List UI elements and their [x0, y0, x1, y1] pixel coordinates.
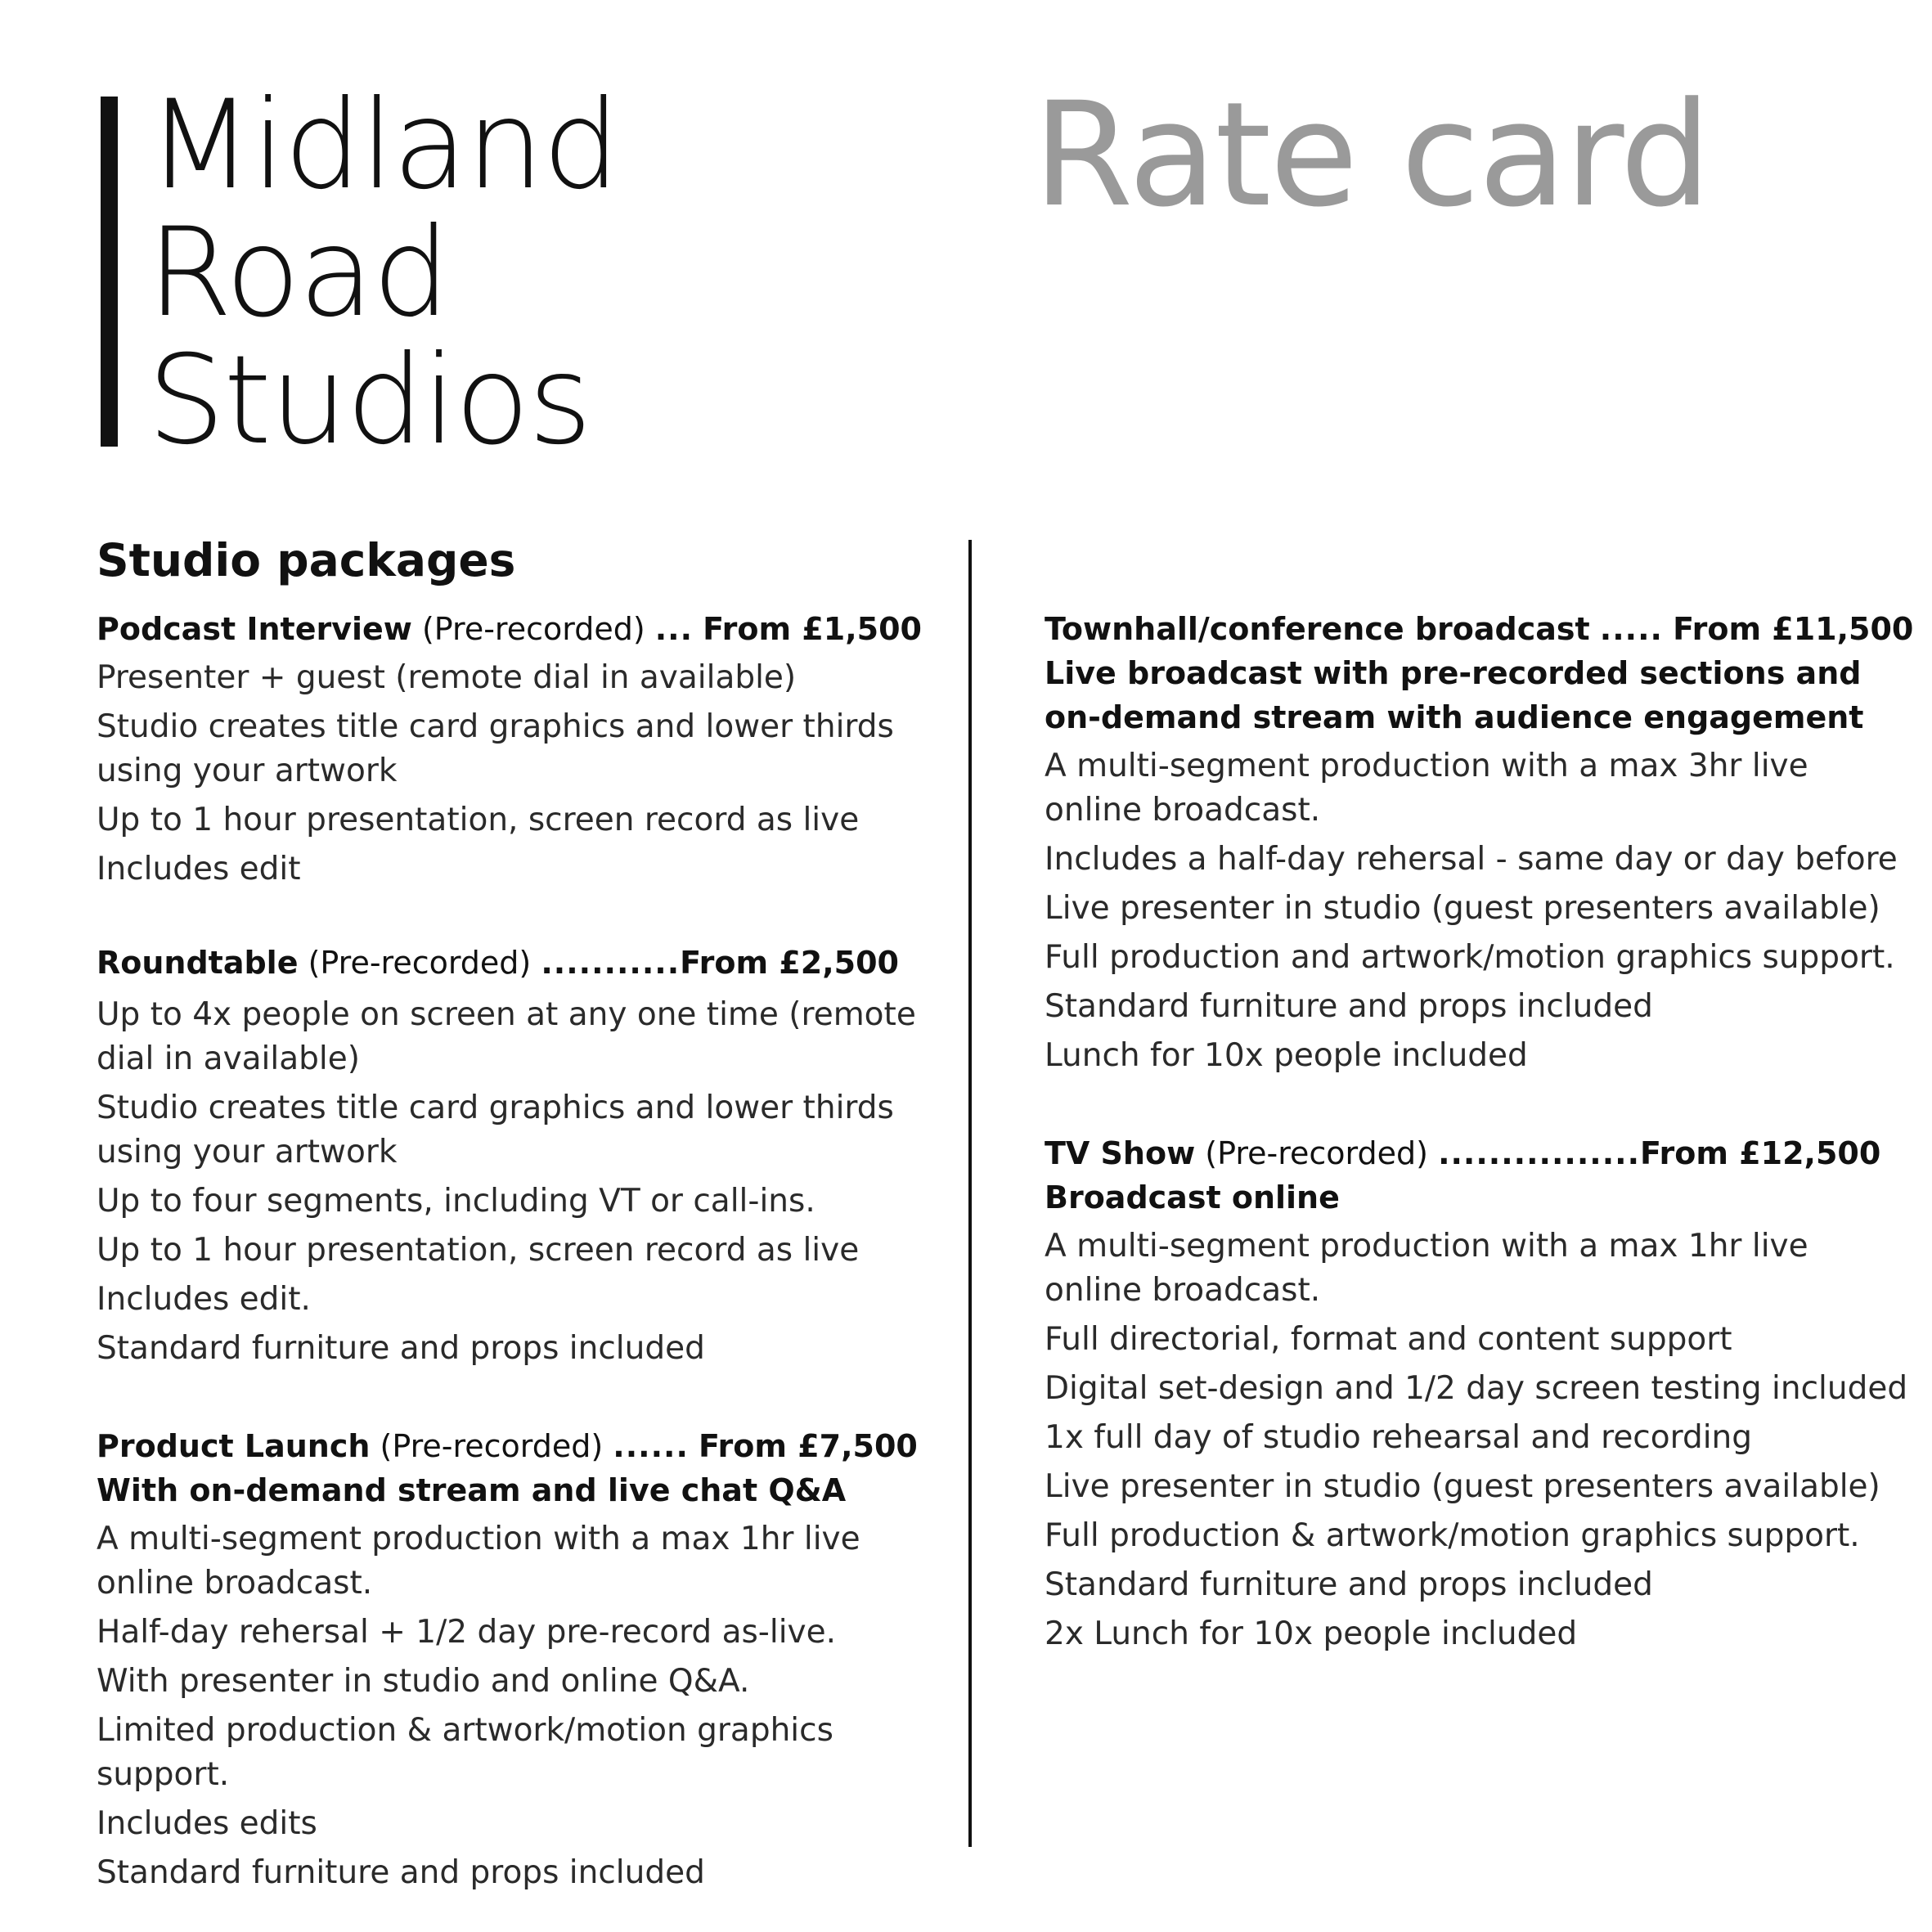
- package-name: Roundtable: [97, 945, 299, 981]
- package-subtitle: Broadcast online: [1045, 1179, 1340, 1215]
- package-leader-dots: .....: [1599, 611, 1663, 647]
- package-item: Presenter + guest (remote dial in available): [97, 659, 797, 696]
- package-item: Up to four segments, including VT or call-ins.: [97, 1183, 815, 1220]
- package-item: With presenter in studio and online Q&A.: [97, 1663, 750, 1700]
- package-price: From £7,500: [699, 1428, 918, 1464]
- package-product-launch: [97, 1424, 955, 1895]
- package-item: Includes edit: [97, 851, 301, 887]
- package-leader-dots: ...: [654, 611, 694, 647]
- package-header: [1045, 1131, 1912, 1175]
- package-header: [97, 607, 955, 651]
- package-roundtable: [97, 941, 955, 1371]
- section-heading: Studio packages: [97, 534, 516, 586]
- package-leader-dots: ...........: [541, 945, 681, 981]
- package-item: Standard furniture and props included: [97, 1330, 705, 1367]
- package-podcast-interview: [97, 607, 955, 892]
- package-note: (Pre-recorded): [380, 1428, 604, 1464]
- package-item: Live presenter in studio (guest presenters available): [1045, 1468, 1880, 1505]
- package-name: Product Launch: [97, 1428, 371, 1464]
- package-item: Includes a half-day rehersal - same day or day before: [1045, 841, 1898, 878]
- logo-bar: [101, 97, 118, 447]
- package-price: From £12,500: [1640, 1135, 1881, 1171]
- package-item: A multi-segment production with a max 1hr live online broadcast.: [97, 1521, 860, 1602]
- package-item: Standard furniture and props included: [1045, 1566, 1653, 1603]
- brand-line-2: Road: [147, 202, 449, 344]
- package-item: 1x full day of studio rehearsal and recording: [1045, 1419, 1753, 1456]
- package-price: From £2,500: [680, 945, 899, 981]
- package-subtitle: With on-demand stream and live chat Q&A: [97, 1472, 847, 1508]
- package-price: From £11,500: [1673, 611, 1914, 647]
- brand-line-3: Studios: [147, 330, 591, 472]
- package-note: (Pre-recorded): [1205, 1135, 1428, 1171]
- package-note: (Pre-recorded): [308, 945, 532, 981]
- brand-line-1: Midland: [147, 74, 619, 217]
- package-item: A multi-segment production with a max 3hr live online broadcast.: [1045, 748, 1808, 829]
- column-divider: [968, 540, 972, 1847]
- package-item: Full production & artwork/motion graphics support.: [1045, 1517, 1860, 1554]
- package-leader-dots: ......: [613, 1428, 689, 1464]
- package-item: Full production and artwork/motion graphics support.: [1045, 939, 1895, 976]
- package-item: Up to 4x people on screen at any one time (remote dial in available): [97, 996, 916, 1077]
- package-item: Studio creates title card graphics and lower thirds using your artwork: [97, 1090, 894, 1170]
- package-item: Live presenter in studio (guest presenters available): [1045, 890, 1880, 927]
- page-title: Rate card: [1033, 71, 1710, 239]
- package-header: [1045, 607, 1912, 651]
- package-item: Digital set-design and 1/2 day screen testing included: [1045, 1370, 1908, 1407]
- package-item: Full directorial, format and content support: [1045, 1321, 1732, 1358]
- package-item: Half-day rehersal + 1/2 day pre-record as-live.: [97, 1614, 837, 1651]
- package-header: [97, 941, 955, 985]
- package-name: Podcast Interview: [97, 611, 412, 647]
- package-item: Standard furniture and props included: [97, 1854, 705, 1891]
- package-name: Townhall/conference broadcast: [1045, 611, 1590, 647]
- package-item: 2x Lunch for 10x people included: [1045, 1615, 1578, 1652]
- package-item: Includes edits: [97, 1805, 317, 1842]
- package-item: Standard furniture and props included: [1045, 988, 1653, 1025]
- package-subtitle: Live broadcast with pre-recorded sections and on-demand stream with audience engagement: [1045, 655, 1864, 735]
- package-item: Lunch for 10x people included: [1045, 1037, 1528, 1074]
- package-name: TV Show: [1045, 1135, 1196, 1171]
- package-item: Limited production & artwork/motion graphics support.: [97, 1712, 833, 1793]
- package-price: From £1,500: [703, 611, 922, 647]
- package-item: Up to 1 hour presentation, screen record as live: [97, 1232, 860, 1269]
- package-tv-show: [1045, 1131, 1912, 1656]
- package-townhall-conference: [1045, 607, 1912, 1078]
- brand-name: [147, 74, 619, 472]
- package-item: Includes edit.: [97, 1281, 311, 1318]
- package-note: (Pre-recorded): [421, 611, 645, 647]
- package-leader-dots: ................: [1438, 1135, 1641, 1171]
- package-item: Up to 1 hour presentation, screen record as live: [97, 802, 860, 838]
- package-header: [97, 1424, 955, 1468]
- package-item: Studio creates title card graphics and lower thirds using your artwork: [97, 708, 894, 789]
- package-item: A multi-segment production with a max 1hr live online broadcast.: [1045, 1228, 1808, 1309]
